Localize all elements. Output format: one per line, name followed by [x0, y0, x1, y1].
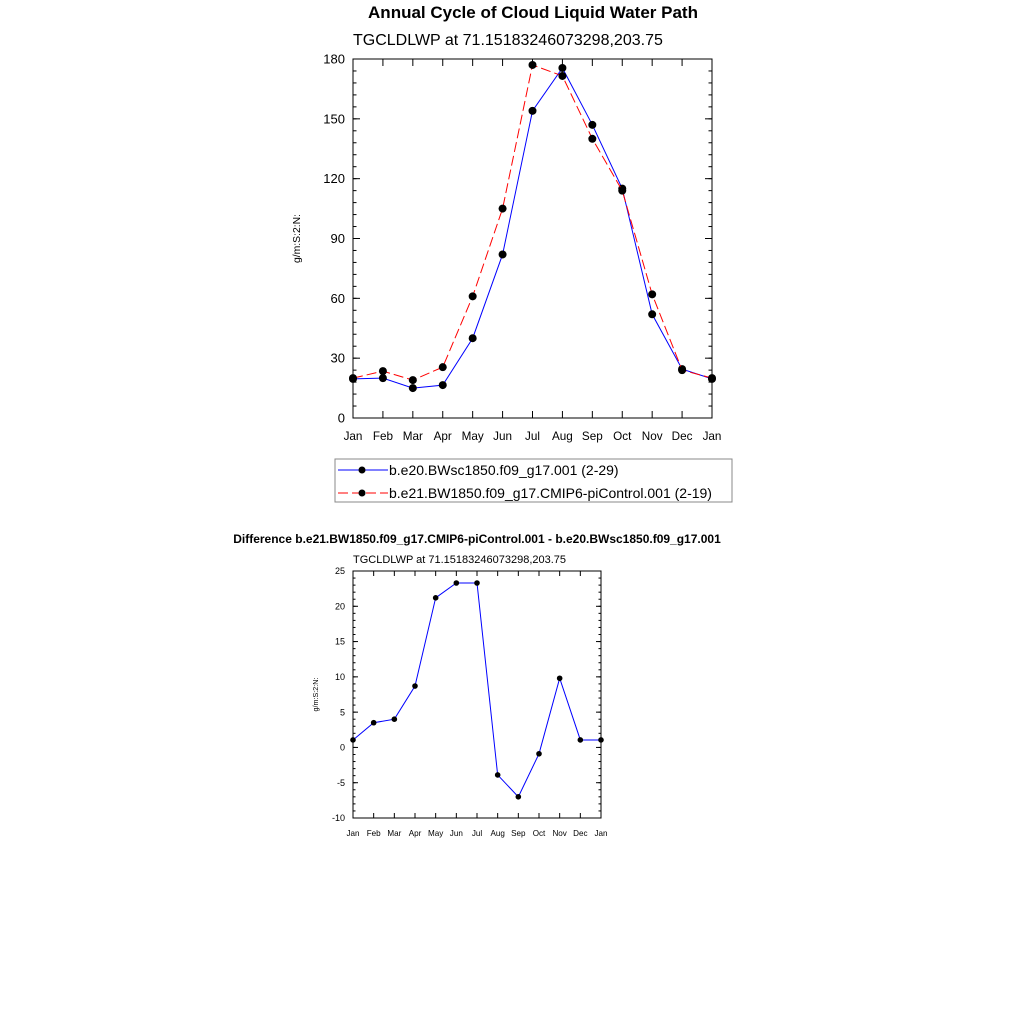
legend-label: b.e20.BWsc1850.f09_g17.001 (2-29) [389, 462, 619, 478]
x-tick-label: Feb [372, 430, 393, 443]
data-point [392, 716, 398, 722]
series-line-0 [353, 583, 601, 797]
data-point [379, 367, 387, 375]
y-tick-label: 180 [323, 51, 345, 67]
y-tick-label: 25 [334, 566, 345, 577]
y-tick-label: 10 [334, 672, 345, 683]
data-point [379, 374, 387, 382]
series-line-0 [353, 68, 712, 388]
data-point [529, 61, 537, 69]
y-axis-label: g/m:S:2:N: [311, 677, 320, 712]
data-point [499, 250, 507, 258]
data-point [469, 334, 477, 342]
data-point [578, 737, 584, 743]
x-tick-label: Apr [408, 829, 422, 838]
data-point [495, 772, 501, 778]
x-tick-label: Oct [532, 829, 546, 838]
y-tick-label: 20 [334, 601, 345, 612]
x-tick-label: Jan [702, 430, 722, 443]
data-point [454, 580, 460, 586]
y-tick-label: -5 [336, 777, 345, 788]
data-point [678, 366, 686, 374]
data-point [433, 595, 439, 601]
x-tick-label: Jan [343, 430, 363, 443]
data-point [439, 381, 447, 389]
data-point [598, 737, 604, 743]
y-tick-label: 15 [334, 636, 345, 647]
x-tick-label: Dec [671, 430, 693, 443]
x-tick-label: Mar [402, 430, 423, 443]
data-point [409, 376, 417, 384]
x-tick-label: Jul [525, 430, 540, 443]
legend-marker [359, 490, 366, 497]
data-point [350, 737, 356, 743]
x-tick-label: Jul [471, 829, 483, 838]
data-point [469, 292, 477, 300]
data-point [409, 384, 417, 392]
data-point [588, 121, 596, 129]
data-point [349, 374, 357, 382]
x-tick-label: Jan [346, 829, 360, 838]
x-tick-label: Nov [552, 829, 567, 838]
x-tick-label: Jun [449, 829, 463, 838]
data-point [557, 675, 563, 681]
x-tick-label: Apr [433, 430, 452, 443]
data-point [412, 683, 418, 689]
data-point [588, 135, 596, 143]
y-tick-label: 0 [339, 742, 345, 753]
data-point [474, 580, 480, 586]
chart-1 [233, 532, 721, 838]
data-point [529, 107, 537, 115]
data-point [439, 363, 447, 371]
y-tick-label: 0 [337, 410, 345, 426]
data-point [708, 374, 716, 382]
chart-subtitle: TGCLDLWP at 71.15183246073298,203.75 [353, 554, 567, 566]
x-tick-label: Aug [552, 430, 573, 443]
data-point [499, 205, 507, 213]
legend-marker [359, 467, 366, 474]
x-tick-label: Jun [493, 430, 513, 443]
x-tick-label: Nov [641, 430, 663, 443]
legend-label: b.e21.BW1850.f09_g17.CMIP6-piControl.001 (2-19) [389, 485, 712, 501]
data-point [648, 310, 656, 318]
x-tick-label: Mar [387, 829, 402, 838]
data-point [558, 64, 566, 72]
x-tick-label: Sep [581, 430, 603, 443]
x-tick-label: Sep [511, 829, 526, 838]
x-tick-label: May [461, 430, 484, 443]
y-tick-label: 5 [339, 707, 345, 718]
x-tick-label: Dec [573, 829, 588, 838]
x-tick-label: May [428, 829, 444, 838]
y-tick-label: 60 [330, 290, 345, 306]
x-tick-label: Jan [594, 829, 608, 838]
x-tick-label: Aug [490, 829, 505, 838]
data-point [371, 720, 377, 726]
chart-subtitle: TGCLDLWP at 71.15183246073298,203.75 [353, 32, 663, 49]
chart-title: Annual Cycle of Cloud Liquid Water Path [368, 3, 698, 22]
y-axis-label: g/m:S:2:N: [292, 213, 303, 264]
x-tick-label: Feb [366, 829, 381, 838]
chart-title: Difference b.e21.BW1850.f09_g17.CMIP6-piControl.001 - b.e20.BWsc1850.f09_g17.001 [233, 532, 721, 546]
y-tick-label: 150 [323, 111, 345, 127]
data-point [516, 794, 522, 800]
y-tick-label: -10 [331, 813, 345, 824]
data-point [648, 290, 656, 298]
legend [335, 459, 732, 502]
chart-0 [292, 3, 732, 502]
data-point [536, 751, 542, 757]
y-tick-label: 90 [330, 231, 345, 247]
y-tick-label: 120 [323, 171, 345, 187]
y-tick-label: 30 [330, 350, 345, 366]
x-tick-label: Oct [613, 430, 632, 443]
plot-frame [353, 571, 601, 818]
data-point [558, 72, 566, 80]
data-point [618, 187, 626, 195]
